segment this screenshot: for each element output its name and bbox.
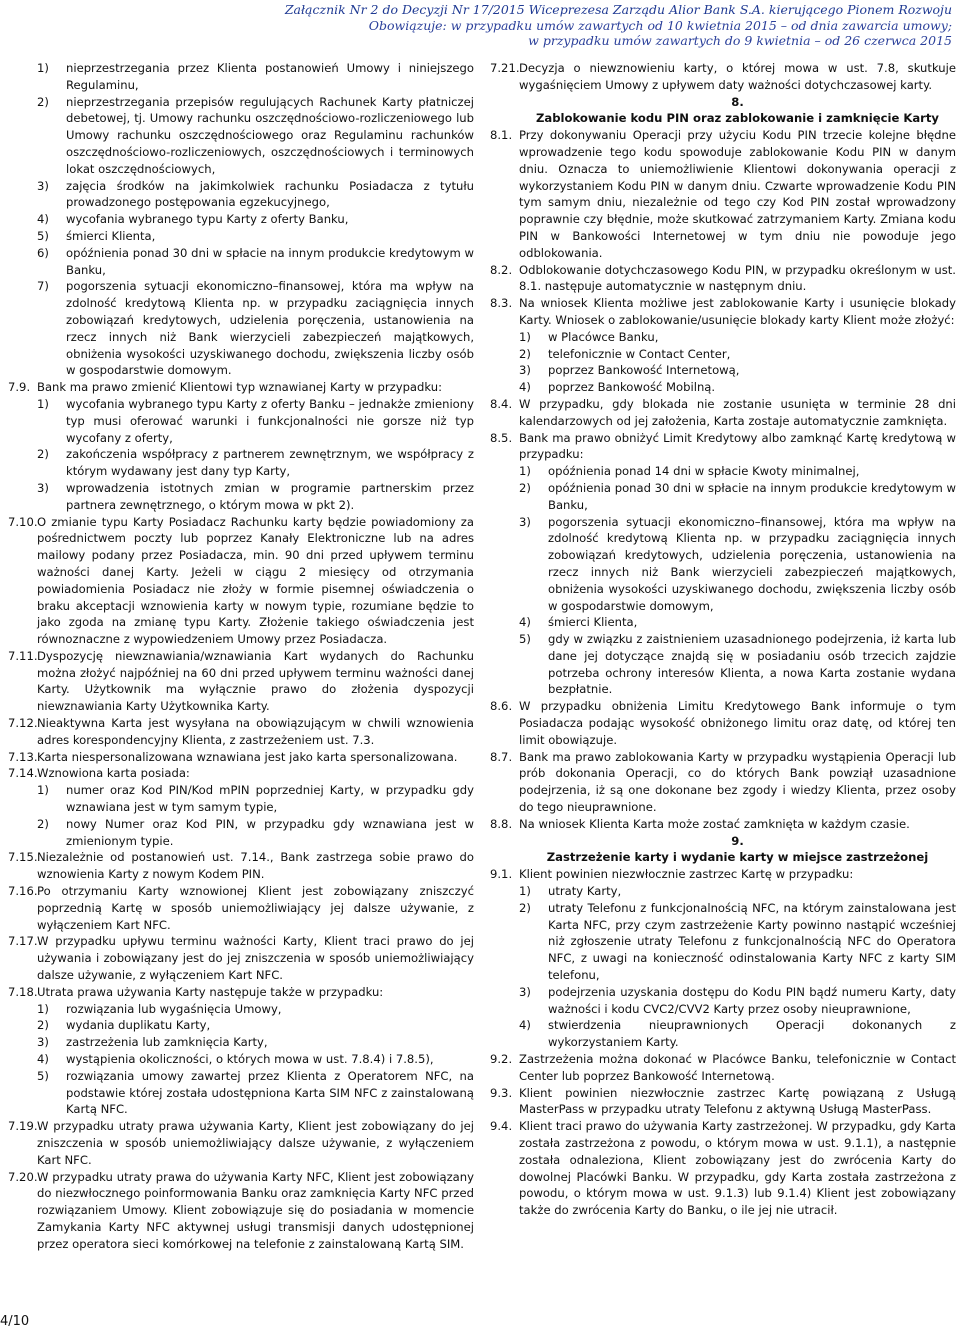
clause — [490, 262, 956, 296]
clause-number: 8.5. — [490, 430, 513, 445]
right-column — [490, 60, 956, 1219]
subitem-text: numer oraz Kod PIN/Kod mPIN poprzedniej Karty, w przypadku gdy wznawiana jest w tym samym typie, — [66, 783, 474, 815]
subitem-text: nowy Numer oraz Kod PIN, w przypadku gdy wznawiana jest w zmienionym typie. — [66, 816, 474, 848]
clause-number: 7.20. — [8, 1169, 38, 1184]
subitem-text: podejrzenia uzyskania dostępu do Kodu PIN bądź numeru Karty, daty ważności i kodu CVC2/CVV2 Karty przez osoby nieuprawnione, — [548, 984, 956, 1016]
clause-text: W przypadku utraty prawa do używania Karty NFC, Klient jest zobowiązany do niezwłocznego poinformowania Banku oraz zamknięcia Karty NFC przed rozwiązaniem Umowy. Klient zobowiązuje się do posiadania w momencie Zamykania Karty NFC aktywnej usługi transmisji danych udostępnionej przez operatora sieci komórkowej na telefonie z zainstalowaną Kartą SIM. — [37, 1169, 474, 1251]
left-column — [8, 60, 474, 1253]
header-annex-line: Załącznik Nr 2 do Decyzji Nr 17/2015 Wiceprezesa Zarządu Alior Bank S.A. kierującego Pionem Rozwoju — [284, 2, 952, 17]
subitem-text: rozwiązania umowy zawartej przez Klienta z Operatorem NFC, na podstawie której została udostępniona Karta SIM NFC z zainstalowaną Kartą NFC. — [66, 1068, 474, 1117]
clause-text: Na wniosek Klienta Karta może zostać zamknięta w każdym czasie. — [519, 816, 910, 831]
clause — [490, 127, 956, 261]
clause-number: 9.3. — [490, 1085, 513, 1100]
clause-number: 7.19. — [8, 1119, 38, 1134]
clause-number: 7.9. — [8, 380, 31, 395]
subitem-text: gdy w związku z zaistnieniem uzasadnionego podejrzenia, iż karta lub dane jej dotyczące znajdą się w posiadaniu osób trzecich zajdzie potrzeba ochrony interesów Klienta, a nowa Karta zostanie wydana bezpłatnie. — [548, 632, 956, 697]
clause — [8, 715, 474, 749]
subitem-number: 2) — [519, 346, 531, 361]
list-subitem — [37, 1001, 474, 1018]
subitem-number: 5) — [37, 1068, 49, 1083]
list-subitem — [519, 463, 956, 480]
subitem-text: opóźnienia ponad 30 dni w spłacie na innym produkcie kredytowym w Banku, — [66, 245, 474, 277]
subitem-text: zastrzeżenia lub zamknięcia Karty, — [66, 1035, 268, 1050]
subitem-number: 4) — [519, 615, 531, 630]
subitem-text: wydania duplikatu Karty, — [66, 1018, 211, 1033]
clause-number: 8.3. — [490, 296, 513, 311]
subitem-text: wycofania wybranego typu Karty z oferty Banku – jednakże zmieniony typ musi oferować warunki i funkcjonalności nie gorsze niż typ wycofany z oferty, — [66, 396, 474, 445]
clause — [490, 1051, 956, 1085]
clause-text: Utrata prawa używania Karty następuje także w przypadku: — [37, 984, 384, 999]
list-subitem — [37, 480, 474, 514]
clause-text: Karta niespersonalizowana wznawiana jest jako karta spersonalizowana. — [37, 749, 458, 764]
continued-list — [8, 60, 474, 379]
list-subitem — [37, 1034, 474, 1051]
subitem-number: 3) — [37, 178, 49, 193]
clause — [490, 866, 956, 1051]
subitem-text: w Placówce Banku, — [548, 329, 659, 344]
subitem-number: 1) — [37, 396, 49, 411]
subitem-text: utraty Telefonu z funkcjonalnością NFC, na którym zainstalowana jest Karta NFC, przy czym zastrzeżenie Karty powinno nastąpić wcześniej niż zgłoszenie utraty Telefonu z funkcjonalnością NFC do Operatora NFC, z uwagi na konieczność odinstalowania Karty NFC z karty SIM telefonu, — [548, 900, 956, 983]
clause-text: W przypadku obniżenia Limitu Kredytowego Bank informuje o tym Posiadacza podając wysokość obniżonego limitu oraz datę, od której ten limit obowiązuje. — [519, 699, 956, 747]
subitem-number: 2) — [37, 94, 49, 109]
subitem-text: opóźnienia ponad 30 dni w spłacie na innym produkcie kredytowym w Banku, — [548, 480, 956, 512]
clause-text: Wznowiona karta posiada: — [37, 766, 190, 781]
list-subitem — [37, 1068, 474, 1118]
list-subitem — [37, 60, 474, 94]
page-header — [252, 2, 952, 49]
header-validity-line: Obowiązuje: w przypadku umów zawartych od 10 kwietnia 2015 – od dnia zawarcia umowy; — [368, 17, 952, 33]
subitem-number: 2) — [37, 816, 49, 831]
clause-number: 7.13. — [8, 749, 38, 764]
list-subitem — [519, 329, 956, 346]
subitem-number: 1) — [519, 464, 531, 479]
subitem-number: 1) — [37, 783, 49, 798]
clause-text: Bank ma prawo zablokowania Karty w przypadku wystąpienia Operacji lub prób dokonania Operacji, co do których Bank powziął uzasadnione podejrzenia, iż są one dokonane bez zgody i wiedzy Klienta, przez osoby do tego nieuprawnione. — [519, 749, 956, 815]
clause-text: W przypadku upływu terminu ważności Karty, Klient traci prawo do jej używania i zobowiązany jest do jej zniszczenia w sposób uniemożliwiający dalsze używanie, z wyłączeniem Kart NFC. — [37, 934, 474, 983]
subitem-number: 3) — [519, 514, 531, 529]
clause-text: Klient powinien niezwłocznie zastrzec Kartę powiązaną z Usługą MasterPass w przypadku utraty Telefonu z aktywną Usługą MasterPass. — [519, 1085, 956, 1117]
subitem-text: opóźnienia ponad 14 dni w spłacie Kwoty minimalnej, — [548, 464, 860, 479]
clause — [490, 1118, 956, 1219]
clause-number: 8.1. — [490, 128, 513, 143]
clause-text: Klient traci prawo do używania Karty zastrzeżonej. W przypadku, gdy Karta została zastrzeżona z powodu, o którym mowa w ust. 9.1.1), a następnie została odnaleziona, Klient zobowiązany jest do zwrócenia Karty do dowolnej Placówki Banku. W przypadku, gdy Karta została zastrzeżona z powodu, o którym mowa w ust. 9.1.3) lub 9.1.4) Klient jest zobowiązany także do zwrócenia Karty do Banku, o ile jej nie utracił. — [519, 1119, 956, 1218]
clause-number: 9.2. — [490, 1052, 513, 1067]
subitem-number: 5) — [519, 632, 531, 647]
list-subitem — [37, 245, 474, 279]
clause — [8, 849, 474, 883]
subitem-number: 3) — [519, 984, 531, 999]
clause-number: 7.21. — [490, 61, 520, 75]
list-subitem — [519, 614, 956, 631]
list-subitem — [37, 1017, 474, 1034]
subitem-text: rozwiązania lub wygaśnięcia Umowy, — [66, 1001, 282, 1016]
clause — [490, 396, 956, 430]
subitem-number: 2) — [37, 1018, 49, 1033]
list-subitem — [37, 1051, 474, 1068]
clause — [8, 765, 474, 849]
list-subitem — [519, 984, 956, 1018]
subitem-number: 2) — [37, 447, 49, 462]
clause-text: Dyspozycję niewznawiania/wznawiania Kart wydanych do Rachunku można złożyć najpóźniej na 60 dni przed upływem terminu ważności danej Karty. Użytkownik ma wyłącznie prawo do złożenia dyspozycji niewznawiania Karty Użytkownika Karty. — [37, 648, 474, 714]
clause-number: 8.4. — [490, 396, 513, 411]
list-subitem — [37, 446, 474, 480]
subitem-number: 5) — [37, 228, 49, 243]
list-subitem — [37, 228, 474, 245]
subitem-text: zakończenia współpracy z partnerem zewnętrznym, we współpracy z którym wydawany jest dany typ Karty, — [66, 447, 474, 479]
clause — [490, 698, 956, 748]
clause — [8, 883, 474, 933]
list-subitem — [519, 346, 956, 363]
clause-text: Klient powinien niezwłocznie zastrzec Kartę w przypadku: — [519, 867, 854, 882]
subitem-text: telefonicznie w Contact Center, — [548, 346, 731, 361]
clause-number: 9.4. — [490, 1119, 513, 1134]
list-subitem — [37, 782, 474, 816]
subitem-number: 7) — [37, 279, 49, 294]
clause-number: 9.1. — [490, 867, 513, 882]
subitem-text: nieprzestrzegania przepisów regulujących Rachunek Karty płatniczej debetowej, tj. Umowy rachunku oszczędnościowo-rozliczeniowego lub Umowy rachunku oszczędnościowego oraz Regulaminu rachunków oszczędnościowo-rozliczeniowych, oszczędnościowych i terminowych lokat oszczędnościowych, — [66, 94, 474, 176]
section-title: Zastrzeżenie karty i wydanie karty w miejsce zastrzeżonej — [546, 850, 929, 865]
clause-number: 8.8. — [490, 816, 513, 831]
subitem-number: 3) — [37, 480, 49, 495]
clause-text: Nieaktywna Karta jest wysyłana na obowiązującym w chwili wznowienia adres korespondencyjny Klienta, z zastrzeżeniem ust. 7.3. — [37, 716, 474, 747]
section-number: 9. — [731, 833, 744, 848]
subitem-text: stwierdzenia nieuprawnionych Operacji dokonanych z wykorzystaniem Karty. — [548, 1018, 956, 1050]
subitem-text: wprowadzenia istotnych zmian w programie partnerskim przez partnera zewnętrznego, o którym mowa w pkt 2). — [66, 480, 474, 512]
header-validity-line-2: w przypadku umów zawartych do 9 kwietnia – od 26 czerwca 2015 — [528, 33, 952, 48]
subitem-number: 4) — [519, 380, 531, 395]
list-subitem — [37, 396, 474, 446]
subitem-number: 6) — [37, 245, 49, 260]
subitem-text: śmierci Klienta, — [66, 228, 156, 243]
list-subitem — [519, 514, 956, 615]
subitem-number: 1) — [519, 884, 531, 899]
subitem-number: 4) — [519, 1018, 531, 1033]
clause-text: Przy dokonywaniu Operacji przy użyciu Kodu PIN trzecie kolejne błędne wprowadzenie tego kodu spowoduje zablokowanie Kodu PIN w danym dniu. Oznacza to uniemożliwienie Klientowi dokonywania operacji z wykorzystaniem Kodu PIN w danym dniu. Czwarte wprowadzenie Kodu PIN tym samym dniu, niezależnie od tego czy Kod PIN został wprowadzony poprawnie czy błędnie, może skutkować zatrzymaniem Karty. Zmiana kodu PIN w Bankowości Internetowej w tym dniu nie powoduje jego odblokowania. — [519, 128, 956, 260]
list-subitem — [37, 211, 474, 228]
clause-number: 7.14. — [8, 766, 38, 781]
subitem-text: śmierci Klienta, — [548, 615, 638, 630]
list-subitem — [37, 94, 474, 178]
clause-number: 7.16. — [8, 884, 38, 899]
subitem-text: zajęcia środków na jakimkolwiek rachunku Posiadacza z tytułu prowadzonego postępowania egzekucyjnego, — [66, 178, 474, 210]
clause-number: 7.17. — [8, 934, 38, 949]
list-subitem — [519, 362, 956, 379]
subitem-text: poprzez Bankowość Internetową, — [548, 363, 740, 378]
clause-number: 8.7. — [490, 749, 513, 764]
clause — [490, 60, 956, 94]
subitem-text: wystąpienia okoliczności, o których mowa w ust. 7.8.4) i 7.8.5), — [66, 1052, 434, 1067]
subitem-number: 3) — [519, 363, 531, 378]
clause — [490, 295, 956, 396]
clause-text: Odblokowanie dotychczasowego Kodu PIN, w przypadku określonym w ust. 8.1. następuje automatycznie w następnym dniu. — [519, 262, 956, 294]
subitem-text: wycofania wybranego typu Karty z oferty Banku, — [66, 212, 349, 227]
clause — [8, 379, 474, 513]
clause-number: 7.11. — [8, 648, 38, 663]
clause — [490, 816, 956, 833]
clause-number: 8.2. — [490, 262, 513, 277]
clause-number: 7.10. — [8, 514, 38, 529]
clause — [8, 984, 474, 1118]
subitem-text: pogorszenia sytuacji ekonomiczno–finansowej, która ma wpływ na zdolność kredytową Klienta np. w przypadku zaciągnięcia innych zobowiązań kredytowych, udzielenia poręczenia, ustanowienia na rzecz innych niż Bank wierzycieli zabezpieczeń majątkowych, obniżenia wysokości uzyskiwanego dochodu, zwiększenia liczby osób w gospodarstwie domowym. — [66, 279, 474, 378]
clause-text: Zastrzeżenia można dokonać w Placówce Banku, telefonicznie w Contact Center lub poprzez Bankowość Internetową. — [519, 1052, 956, 1083]
clause-number: 7.18. — [8, 984, 38, 999]
clause-text: Niezależnie od postanowień ust. 7.14., Bank zastrzega sobie prawo do wznowienia Karty z nowym Kodem PIN. — [37, 850, 474, 882]
clause — [8, 648, 474, 715]
subitem-number: 2) — [519, 900, 531, 915]
clause — [8, 933, 474, 983]
page-number: 4/10 — [0, 1314, 30, 1329]
subitem-text: utraty Karty, — [548, 884, 622, 899]
clause — [490, 749, 956, 816]
list-subitem — [519, 900, 956, 984]
subitem-number: 1) — [37, 61, 49, 75]
subitem-text: poprzez Bankowość Mobilną. — [548, 380, 716, 395]
clause — [490, 430, 956, 699]
list-subitem — [519, 1017, 956, 1051]
subitem-text: pogorszenia sytuacji ekonomiczno–finansowej, która ma wpływ na zdolność kredytową Klienta np. w przypadku zaciągnięcia innych zobowiązań kredytowych, udzielenia poręczenia, ustanowienia na rzecz innych niż Bank wierzycieli zabezpieczeń majątkowych, obniżenia wysokości uzyskiwanego dochodu, zwiększenia liczby osób w gospodarstwie domowym, — [548, 514, 956, 613]
clause-number: 7.12. — [8, 716, 38, 731]
subitem-number: 1) — [519, 329, 531, 344]
subitem-number: 3) — [37, 1035, 49, 1050]
list-subitem — [37, 278, 474, 379]
clause-text: Na wniosek Klienta możliwe jest zablokowanie Karty i usunięcie blokady Karty. Wniosek o zablokowanie/usunięcie blokady karty Klient może złożyć: — [519, 296, 956, 327]
subitem-number: 4) — [37, 1052, 49, 1067]
clause-text: Bank ma prawo zmienić Klientowi typ wznawianej Karty w przypadku: — [37, 380, 442, 395]
section-number: 8. — [731, 94, 744, 109]
list-subitem — [519, 480, 956, 514]
section-title: Zablokowanie kodu PIN oraz zablokowanie i zamknięcie Karty — [536, 111, 939, 126]
clause-number: 7.15. — [8, 850, 38, 865]
clause — [490, 1085, 956, 1119]
list-subitem — [37, 816, 474, 850]
list-subitem — [519, 631, 956, 698]
list-subitem — [519, 883, 956, 900]
clause-number: 8.6. — [490, 699, 513, 714]
clause-text: W przypadku, gdy blokada nie zostanie usunięta w terminie 28 dni kalendarzowych od jej założenia, Karta zostaje automatycznie zamknięta. — [519, 396, 956, 428]
list-subitem — [519, 379, 956, 396]
subitem-number: 4) — [37, 212, 49, 227]
subitem-text: nieprzestrzegania przez Klienta postanowień Umowy i niniejszego Regulaminu, — [66, 61, 474, 92]
clause-text: Decyzja o niewznowieniu karty, o której mowa w ust. 7.8, skutkuje wygaśnięciem Umowy z upływem daty ważności dotychczasowej karty. — [519, 61, 956, 92]
clause-text: Bank ma prawo obniżyć Limit Kredytowy albo zamknąć Kartę kredytową w przypadku: — [519, 430, 956, 462]
list-subitem — [37, 178, 474, 212]
clause — [8, 749, 474, 766]
clause-text: W przypadku utraty prawa używania Karty, Klient jest zobowiązany do jej zniszczenia w sposób uniemożliwiający dalsze używanie, z wyłączeniem Kart NFC. — [37, 1119, 474, 1167]
clause — [8, 514, 474, 648]
clause — [8, 1118, 474, 1168]
subitem-number: 2) — [519, 480, 531, 495]
subitem-number: 1) — [37, 1001, 49, 1016]
clause-text: Po otrzymaniu Karty wznowionej Klient jest zobowiązany zniszczyć poprzednią Kartę w sposób uniemożliwiający jej dalsze używanie, z wyłączeniem Kart NFC. — [37, 884, 474, 932]
clause-text: O zmianie typu Karty Posiadacz Rachunku karty będzie powiadomiony za pośrednictwem poczty lub poprzez Kanały Elektroniczne lub na adres mailowy podany przez Posiadacza, min. 90 dni przed upływem terminu ważności danej Karty. Jeżeli w ciągu 2 miesięcy od otrzymania powiadomienia Posiadacz nie złoży w formie pisemnej oświadczenia o braku akceptacji wznowienia karty w nowym typie, rozumiane będzie to jako zgoda na zmianę typu Karty. Złożenie takiego oświadczenia jest równoznaczne z wypowiedzeniem Umowy przez Posiadacza. — [37, 514, 474, 647]
clause — [8, 1169, 474, 1253]
